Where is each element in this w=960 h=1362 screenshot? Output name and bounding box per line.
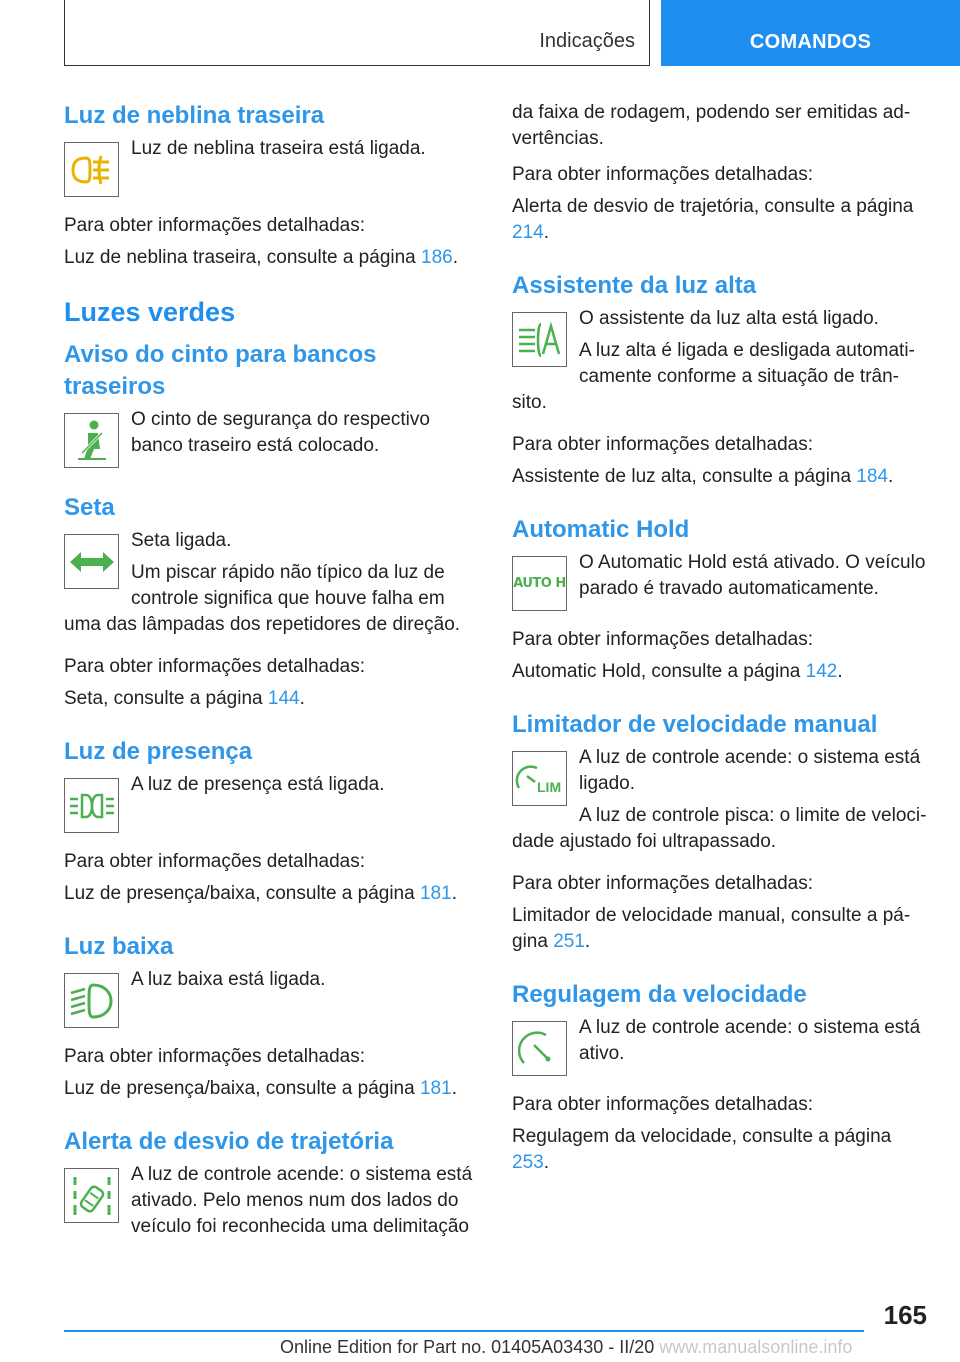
auto-hold-icon	[512, 556, 567, 611]
indicator-text: A luz baixa está ligada.	[131, 969, 326, 990]
page-header	[0, 0, 960, 66]
footer-rule	[64, 1330, 864, 1332]
page-link[interactable]: 251	[553, 931, 585, 952]
page-reference: Seta, consulte a página 144.	[64, 688, 305, 709]
indicator-text: A luz de controle acende: o sistema está ativado. Pelo menos num dos lados do veículo foi reconhecida uma delimitação	[131, 1164, 473, 1237]
edition-text: Online Edition for Part no. 01405A03430 - II/20	[280, 1337, 655, 1357]
section-turn-signal	[64, 492, 484, 712]
right-column	[512, 100, 932, 1182]
indicator-text: A luz de controle pisca: o limite de veloci‐dade ajustado foi ultrapassado.	[512, 805, 927, 852]
site-watermark: www.manualsonline.info	[659, 1337, 853, 1357]
turn-signal-arrows-icon	[64, 534, 119, 589]
indicator-description	[512, 1015, 932, 1071]
page-link[interactable]: 186	[421, 247, 453, 268]
speed-limiter-icon	[512, 751, 567, 806]
page-reference: Alerta de desvio de trajetória, consulte a página 214.	[512, 196, 914, 243]
section-rear-fog-light	[64, 100, 484, 271]
section-title: Assistente da luz alta	[512, 272, 757, 299]
indicator-text: Seta ligada.	[131, 530, 232, 551]
indicator-text: Um piscar rápido não típico da luz de controle significa que houve falha em uma das lâmpadas dos repetidores de direção.	[64, 562, 461, 635]
seatbelt-icon	[64, 413, 119, 468]
indicator-text: A luz de controle acende: o sistema está ligado.	[579, 747, 921, 794]
indicator-description	[512, 306, 932, 416]
footer-edition	[280, 1337, 852, 1358]
section-cruise-control	[512, 979, 932, 1176]
indicator-description	[64, 772, 484, 828]
page-number: 165	[883, 1300, 927, 1330]
page-reference: Luz de presença/baixa, consulte a página 181.	[64, 883, 457, 904]
section-title: Luz de presença	[64, 738, 253, 765]
info-label: Para obter informações detalhadas:	[512, 164, 814, 185]
header-chapter-label: COMANDOS	[749, 31, 872, 53]
indicator-text: O assistente da luz alta está ligado.	[579, 308, 879, 329]
speed-limiter-icon-label: LIM	[536, 778, 561, 795]
cruise-control-icon	[512, 1021, 567, 1076]
info-label: Para obter informações detalhadas:	[64, 656, 366, 677]
page-link[interactable]: 184	[856, 466, 889, 487]
page-reference: Regulagem da velocidade, consulte a página 253.	[512, 1126, 892, 1173]
page-link[interactable]: 181	[419, 1078, 452, 1099]
low-beam-icon	[64, 973, 119, 1028]
page-link[interactable]: 142	[805, 661, 838, 682]
section-title: Limitador de velocidade manual	[512, 711, 878, 738]
indicator-description	[64, 528, 484, 638]
page-reference: Luz de presença/baixa, consulte a página 181.	[64, 1078, 457, 1099]
info-label: Para obter informações detalhadas:	[512, 629, 814, 650]
section-title: Regulagem da velocidade	[512, 981, 807, 1008]
indicator-text: A luz de presença está ligada.	[131, 774, 385, 795]
section-automatic-hold	[512, 514, 932, 685]
page-reference: Automatic Hold, consulte a página 142.	[512, 661, 843, 682]
indicator-text: Luz de neblina traseira está ligada.	[131, 138, 426, 159]
section-parking-light	[64, 736, 484, 907]
header-frame	[64, 0, 650, 66]
auto-hold-icon-label: AUTO H	[513, 576, 566, 591]
parking-light-icon	[64, 778, 119, 833]
indicator-description	[64, 967, 484, 1023]
indicator-description	[64, 407, 484, 463]
section-lane-departure-continued	[512, 100, 932, 246]
page-reference: Assistente de luz alta, consulte a página 184.	[512, 466, 894, 487]
info-label: Para obter informações detalhadas:	[64, 1046, 366, 1067]
page-reference: Limitador de velocidade manual, consulte a pá‐gina 251.	[512, 905, 911, 952]
page-link[interactable]: 181	[419, 883, 452, 904]
info-label: Para obter informações detalhadas:	[64, 851, 366, 872]
rear-fog-light-icon	[64, 142, 119, 197]
header-chapter-tab	[661, 0, 960, 66]
section-high-beam-assistant	[512, 270, 932, 490]
indicator-description	[512, 550, 932, 606]
lane-departure-icon	[64, 1168, 119, 1223]
page-reference: Luz de neblina traseira, consulte a página 186.	[64, 247, 459, 268]
indicator-text: A luz alta é ligada e desligada automati‐camente conforme a situação de trân‐sito.	[512, 340, 915, 413]
indicator-text: da faixa de rodagem, podendo ser emitidas ad‐vertências.	[512, 102, 911, 149]
section-title: Seta	[64, 494, 115, 521]
section-low-beam	[64, 931, 484, 1102]
page-link[interactable]: 253	[512, 1152, 544, 1173]
page-link[interactable]: 144	[267, 688, 300, 709]
indicator-text: A luz de controle acende: o sistema está ativo.	[579, 1017, 921, 1064]
section-rear-seatbelt	[64, 339, 484, 474]
indicator-description	[512, 745, 932, 855]
info-label: Para obter informações detalhadas:	[64, 215, 366, 236]
info-label: Para obter informações detalhadas:	[512, 434, 814, 455]
indicator-description	[64, 136, 484, 192]
section-title: Aviso do cinto para bancos traseiros	[64, 341, 377, 400]
section-title: Automatic Hold	[512, 516, 690, 543]
section-title: Alerta de desvio de trajetória	[64, 1128, 394, 1155]
info-label: Para obter informações detalhadas:	[512, 873, 814, 894]
chapter-title-green-lights: Luzes verdes	[64, 297, 236, 327]
section-manual-speed-limiter	[512, 709, 932, 955]
page-link[interactable]: 214	[512, 222, 544, 243]
left-column	[64, 100, 484, 1246]
indicator-text: O Automatic Hold está ativado. O veículo parado é travado automaticamente.	[579, 552, 926, 599]
info-label: Para obter informações detalhadas:	[512, 1094, 814, 1115]
section-lane-departure	[64, 1126, 484, 1240]
indicator-text: O cinto de segurança do respectivo banco traseiro está colocado.	[131, 409, 430, 456]
section-title: Luz de neblina traseira	[64, 102, 325, 129]
high-beam-assistant-icon	[512, 312, 567, 367]
header-section-title: Indicações	[539, 30, 635, 52]
indicator-description	[64, 1162, 484, 1240]
section-title: Luz baixa	[64, 933, 174, 960]
